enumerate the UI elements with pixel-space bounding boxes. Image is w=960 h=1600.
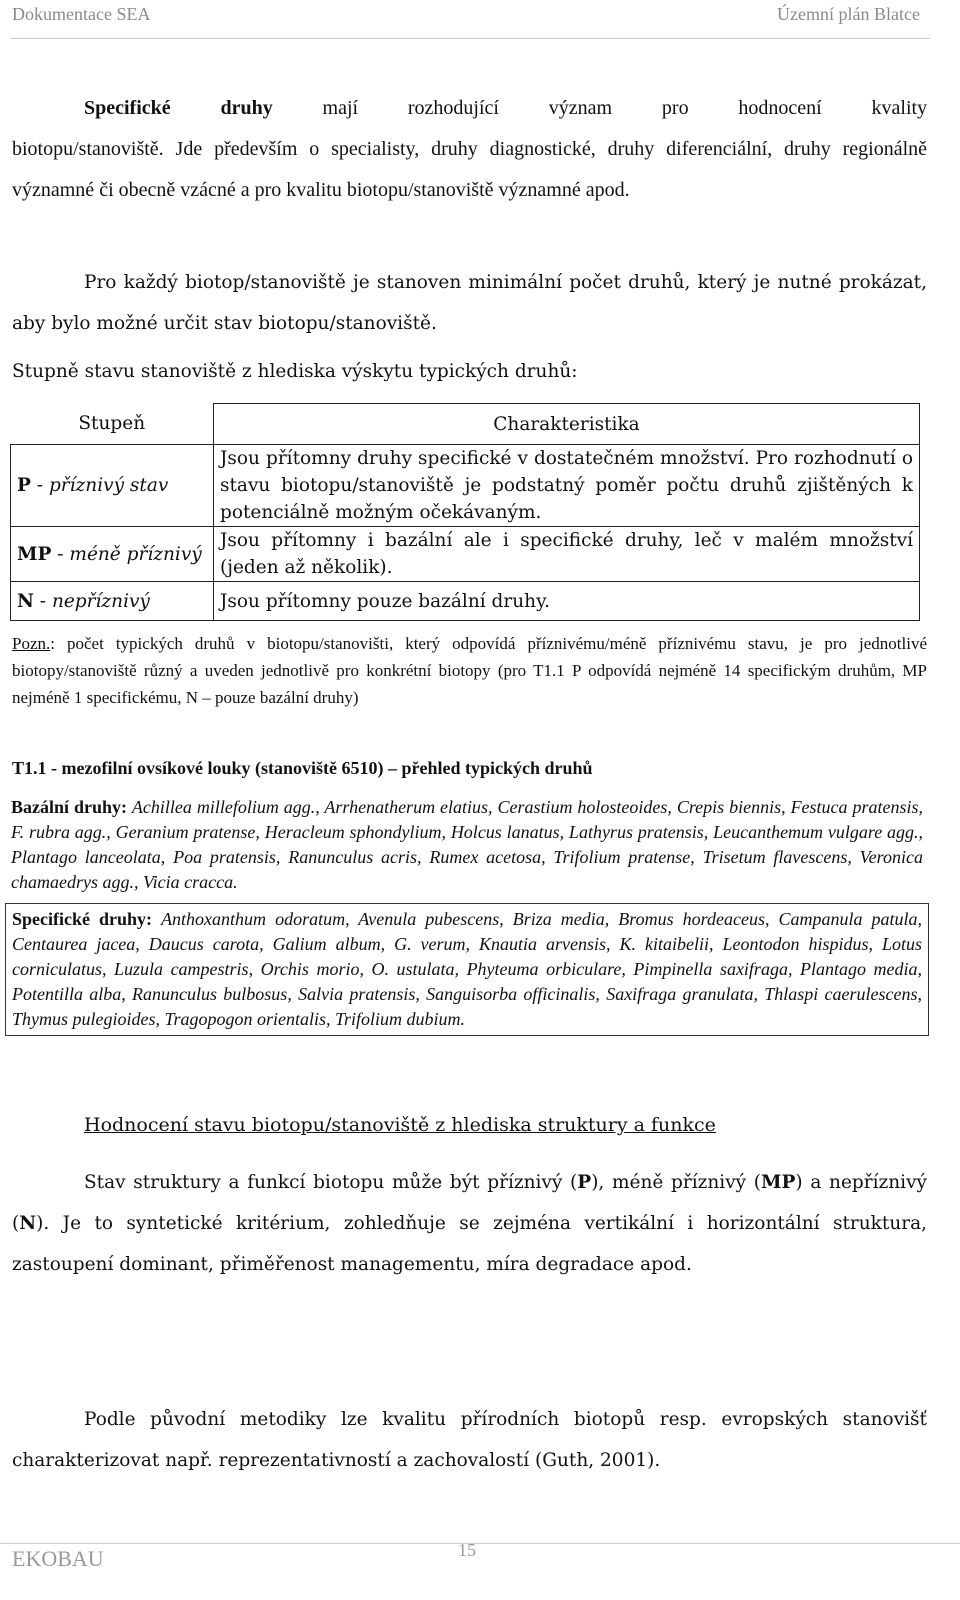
state-code-n: N xyxy=(19,1213,37,1234)
struct-text: Stav struktury a funkcí biotopu může být příznivý ( xyxy=(84,1172,578,1193)
state-code: N xyxy=(17,590,34,612)
bazalni-box xyxy=(5,792,929,898)
note xyxy=(12,630,927,711)
intro-word: význam xyxy=(548,97,613,119)
table-row xyxy=(11,527,920,582)
specificke-label: Specifické druhy: xyxy=(12,909,153,929)
structure-paragraph xyxy=(12,1162,927,1285)
header-left: Dokumentace SEA xyxy=(12,4,151,24)
header-right: Územní plán Blatce xyxy=(777,4,920,24)
note-label: Pozn. xyxy=(12,634,51,653)
intro-first-line xyxy=(12,88,927,129)
intro-word: hodnocení xyxy=(738,97,822,119)
state-cell xyxy=(11,582,214,621)
table-header-row xyxy=(11,404,920,445)
state-sep: - xyxy=(30,475,49,496)
state-desc: Jsou přítomny pouze bazální druhy. xyxy=(214,582,920,621)
state-code-mp: MP xyxy=(761,1172,796,1193)
state-desc: Jsou přítomny i bazální ale i specifické druhy, leč v malém množství (jeden až několik). xyxy=(214,527,920,582)
struct-text: ), méně příznivý ( xyxy=(591,1172,762,1193)
methodology-paragraph: Podle původní metodiky lze kvalitu přírodních biotopů resp. evropských stanovišť charakterizovat např. reprezentativností a zachovalostí (Guth, 2001). xyxy=(12,1409,927,1471)
state-table xyxy=(10,403,920,621)
state-code-p: P xyxy=(577,1172,592,1193)
t11-heading: T1.1 - mezofilní ovsíkové louky (stanoviště 6510) – přehled typických druhů xyxy=(12,758,593,778)
table-row xyxy=(11,582,920,621)
specificke-text: Anthoxanthum odoratum, Avenula pubescens, Briza media, Bromus hordeaceus, Campanula patula, Centaurea jacea, Daucus carota, Galium album, G. verum, Knautia arvensis, K. kitaibelii, Leontodon hispidus, Lotus corniculatus, Luzula campestris, Orchis morio, O. ustulata, Phyteuma orbiculare, Pimpinella saxifraga, Plantago media, Potentilla alba, Ranunculus bulbosus, Salvia pratensis, Sanguisorba officinalis, Saxifraga granulata, Thlaspi caerulescens, Thymus pulegioides, Tragopogon orientalis, Trifolium dubium. xyxy=(12,909,923,1029)
intro-rest: biotopu/stanoviště. Jde především o specialisty, druhy diagnostické, druhy diferenciální, druhy regionálně významné či obecně vzácné a pro kvalitu biotopu/stanoviště významné apod. xyxy=(12,138,927,201)
state-cell xyxy=(11,445,214,527)
bazalni-label: Bazální druhy: xyxy=(11,797,127,817)
intro-term: Specifické druhy xyxy=(84,97,273,119)
col-header-charakteristika: Charakteristika xyxy=(214,404,920,445)
intro-word: kvality xyxy=(871,97,928,119)
state-name: méně příznivý xyxy=(69,543,202,565)
min-species-paragraph: Pro každý biotop/stanoviště je stanoven minimální počet druhů, který je nutné prokázat, aby bylo možné určit stav biotopu/stanoviště. xyxy=(12,272,927,334)
page-footer xyxy=(0,1540,960,1584)
state-code: P xyxy=(17,475,31,496)
note-text: : počet typických druhů v biotopu/stanovišti, který odpovídá příznivému/méně příznivému stavu, je pro jednotlivé biotopy/stanoviště různý a uveden jednotlivě pro konkrétní biotopy (pro T1.1 P odpovídá nejméně 14 specifickým druhům, MP nejméně 1 specifickému, N – pouze bazální druhy) xyxy=(12,634,927,707)
state-cell xyxy=(11,527,214,582)
struct-text: ). Je to syntetické kritérium, zohledňuje se zejména vertikální i horizontální struktura, zastoupení dominant, přiměřenost managementu, míra degradace apod. xyxy=(12,1213,927,1275)
stupne-label: Stupně stavu stanoviště z hlediska výskytu typických druhů: xyxy=(12,361,578,382)
state-name: příznivý stav xyxy=(48,475,169,496)
table-row xyxy=(11,445,920,527)
intro-paragraph xyxy=(12,88,927,211)
state-desc: Jsou přítomny druhy specifické v dostatečném množství. Pro rozhodnutí o stavu biotopu/stanoviště je podstatný poměr počtu druhů zjištěných k potenciálně možným očekávaným. xyxy=(214,445,920,527)
footer-company: EKOBAU xyxy=(12,1546,104,1571)
section-heading: Hodnocení stavu biotopu/stanoviště z hlediska struktury a funkce xyxy=(84,1114,716,1136)
intro-word: mají xyxy=(322,97,359,119)
page-header xyxy=(10,0,930,39)
state-sep: - xyxy=(33,590,52,612)
struct-text: ) a nepříznivý ( xyxy=(12,1172,927,1234)
page-number: 15 xyxy=(458,1540,476,1560)
intro-word: rozhodující xyxy=(407,97,499,119)
state-code: MP xyxy=(17,543,52,565)
bazalni-text: Achillea millefolium agg., Arrhenatherum elatius, Cerastium holosteoides, Crepis biennis, Festuca pratensis, F. rubra agg., Geranium pratense, Heracleum sphondylium, Holcus lanatus, Lathyrus pratensis, Leucanthemum vulgare agg., Plantago lanceolata, Poa pratensis, Ranunculus acris, Rumex acetosa, Trifolium pratense, Trisetum flavescens, Veronica chamaedrys agg., Vicia cracca. xyxy=(11,797,923,892)
intro-word: pro xyxy=(661,97,689,119)
state-sep: - xyxy=(51,543,70,565)
col-header-stupen: Stupeň xyxy=(78,413,146,435)
specificke-box xyxy=(5,903,929,1036)
state-name: nepříznivý xyxy=(51,590,150,612)
